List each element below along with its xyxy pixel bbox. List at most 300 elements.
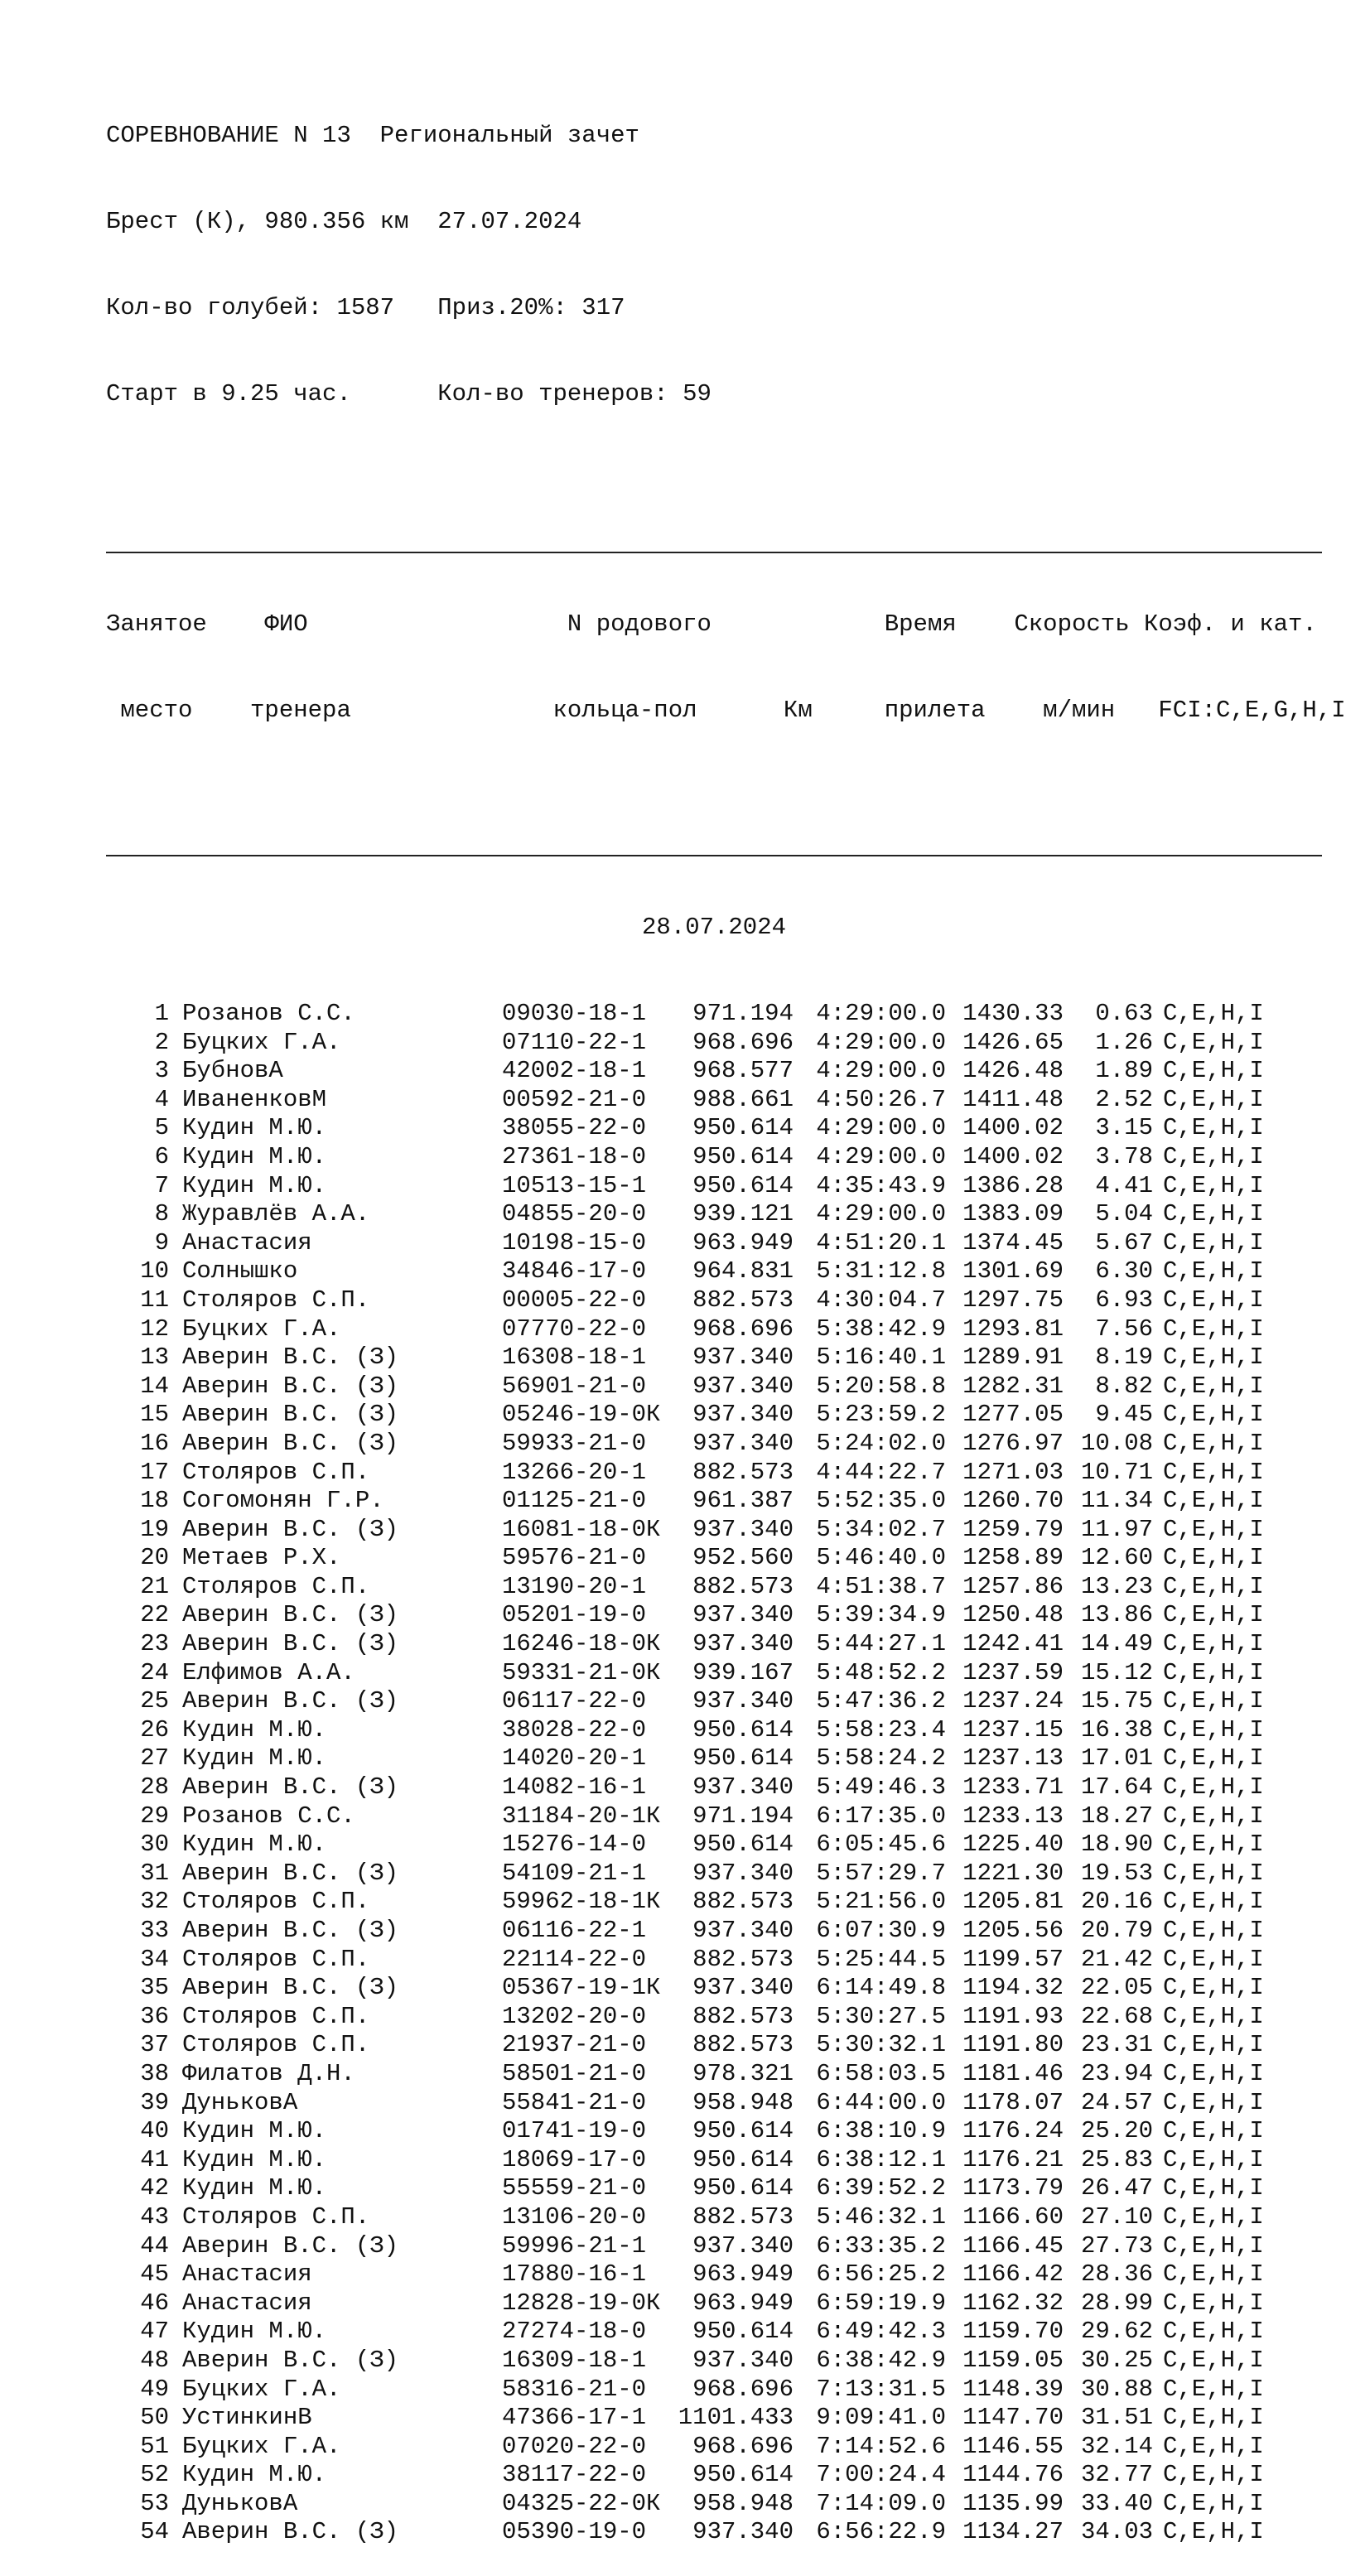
cell-name: ИваненковМ (182, 1085, 327, 1113)
cell-ring: 05246-19-0К (502, 1401, 661, 1429)
cell-km: 988.661 (692, 1085, 794, 1113)
cell-coef: 27.73 (1080, 2231, 1153, 2260)
cell-cat: C,E,H,I (1163, 1343, 1264, 1372)
cell-cat: C,E,H,I (1163, 2202, 1264, 2231)
cell-place: 48 (140, 2346, 169, 2374)
cell-km: 971.194 (692, 1802, 794, 1830)
table-row (106, 2518, 1346, 2547)
cell-speed: 1426.48 (962, 1057, 1064, 1085)
cell-cat: C,E,H,I (1163, 1515, 1264, 1543)
cell-time: 5:46:32.1 (816, 2202, 946, 2231)
cell-time: 5:49:46.3 (816, 1773, 946, 1802)
cell-ring: 06116-22-1 (502, 1917, 647, 1944)
table-row (106, 1601, 1346, 1630)
table-row (106, 2461, 1346, 2490)
table-row (106, 2174, 1346, 2203)
cell-ring: 07770-22-0 (502, 1315, 647, 1343)
cell-km: 937.340 (692, 1429, 794, 1457)
cell-name: Аверин В.С. (З) (182, 1630, 399, 1658)
cell-name: Кудин М.Ю. (182, 2117, 327, 2145)
cell-name: Буцких Г.А. (182, 1315, 341, 1343)
cell-place: 50 (140, 2404, 169, 2432)
cell-place: 51 (140, 2432, 169, 2460)
cell-time: 4:51:38.7 (816, 1572, 946, 1600)
cell-place: 14 (140, 1372, 169, 1400)
cell-speed: 1144.76 (962, 2461, 1064, 2489)
cell-coef: 12.60 (1080, 1544, 1153, 1572)
cell-name: ДуньковА (182, 2489, 298, 2517)
cell-cat: C,E,H,I (1163, 1057, 1264, 1085)
cell-coef: 11.97 (1080, 1515, 1153, 1543)
cell-km: 882.573 (692, 1888, 794, 1916)
cell-time: 6:05:45.6 (816, 1831, 946, 1859)
cell-cat: C,E,H,I (1163, 2404, 1264, 2432)
cell-ring: 05201-19-0 (502, 1601, 647, 1629)
cell-coef: 3.15 (1095, 1114, 1153, 1142)
table-row (106, 1744, 1346, 1773)
cell-time: 7:00:24.4 (816, 2461, 946, 2489)
cell-place: 21 (140, 1572, 169, 1600)
cell-time: 6:56:22.9 (816, 2518, 946, 2546)
table-row (106, 2376, 1346, 2405)
cell-speed: 1194.32 (962, 1974, 1064, 2002)
cell-place: 42 (140, 2174, 169, 2202)
table-row (106, 2203, 1346, 2232)
cell-name: Кудин М.Ю. (182, 2318, 327, 2346)
cell-km: 963.949 (692, 2289, 794, 2317)
table-row (106, 2490, 1346, 2519)
cell-ring: 38055-22-0 (502, 1114, 647, 1142)
cell-ring: 15276-14-0 (502, 1831, 647, 1859)
cell-name: УстинкинВ (182, 2404, 312, 2432)
cell-place: 8 (154, 1200, 169, 1228)
cell-ring: 04855-20-0 (502, 1200, 647, 1228)
table-row (106, 1630, 1346, 1659)
cell-time: 6:38:42.9 (816, 2346, 946, 2374)
cell-coef: 28.36 (1080, 2260, 1153, 2289)
cell-ring: 59331-21-0К (502, 1658, 661, 1686)
cell-ring: 34846-17-0 (502, 1257, 647, 1286)
cell-coef: 21.42 (1080, 1945, 1153, 1973)
cell-coef: 27.10 (1080, 2202, 1153, 2231)
arrival-date: 28.07.2024 (641, 914, 787, 942)
cell-ring: 22114-22-0 (502, 1945, 647, 1973)
cell-time: 6:58:03.5 (816, 2059, 946, 2087)
table-row (106, 2232, 1346, 2261)
cell-cat: C,E,H,I (1163, 2318, 1264, 2346)
cell-name: Розанов С.С. (182, 1000, 355, 1027)
table-row (106, 1029, 1346, 1058)
cell-name: Аверин В.С. (З) (182, 1687, 399, 1715)
cell-cat: C,E,H,I (1163, 2260, 1264, 2289)
cell-name: Буцких Г.А. (182, 2375, 341, 2403)
cell-cat: C,E,H,I (1163, 1401, 1264, 1429)
cell-coef: 13.23 (1080, 1572, 1153, 1600)
cell-speed: 1176.24 (962, 2117, 1064, 2145)
cell-ring: 12828-19-0К (502, 2289, 661, 2317)
cell-cat: C,E,H,I (1163, 1859, 1264, 1887)
cell-ring: 07020-22-0 (502, 2432, 647, 2460)
cell-km: 937.340 (692, 1401, 794, 1429)
cell-km: 964.831 (692, 1257, 794, 1286)
column-header-1: Занятое ФИО N родового Время Скорость Коэф. и кат. (106, 610, 1317, 639)
cell-speed: 1166.60 (962, 2202, 1064, 2231)
cell-place: 23 (140, 1630, 169, 1658)
cell-place: 45 (140, 2260, 169, 2289)
cell-coef: 26.47 (1080, 2174, 1153, 2202)
cell-place: 49 (140, 2375, 169, 2403)
cell-cat: C,E,H,I (1163, 1945, 1264, 1973)
table-row (106, 2289, 1346, 2318)
cell-speed: 1276.97 (962, 1429, 1064, 1457)
cell-coef: 3.78 (1095, 1142, 1153, 1170)
cell-time: 5:47:36.2 (816, 1687, 946, 1715)
cell-cat: C,E,H,I (1163, 1917, 1264, 1944)
cell-km: 882.573 (692, 2002, 794, 2030)
cell-speed: 1293.81 (962, 1315, 1064, 1343)
cell-ring: 09030-18-1 (502, 1000, 647, 1027)
cell-coef: 20.79 (1080, 1917, 1153, 1944)
cell-cat: C,E,H,I (1163, 1028, 1264, 1056)
table-row (106, 1200, 1346, 1229)
cell-place: 9 (154, 1228, 169, 1257)
cell-time: 5:58:23.4 (816, 1715, 946, 1744)
cell-cat: C,E,H,I (1163, 2375, 1264, 2403)
cell-place: 53 (140, 2489, 169, 2517)
table-row (106, 2404, 1346, 2433)
cell-place: 6 (154, 1142, 169, 1170)
cell-speed: 1301.69 (962, 1257, 1064, 1286)
cell-ring: 58316-21-0 (502, 2375, 647, 2403)
cell-time: 7:14:09.0 (816, 2489, 946, 2517)
cell-cat: C,E,H,I (1163, 1831, 1264, 1859)
cell-time: 6:56:25.2 (816, 2260, 946, 2289)
cell-coef: 2.52 (1095, 1085, 1153, 1113)
cell-place: 32 (140, 1888, 169, 1916)
cell-coef: 15.12 (1080, 1658, 1153, 1686)
cell-cat: C,E,H,I (1163, 2489, 1264, 2517)
cell-ring: 14020-20-1 (502, 1744, 647, 1773)
cell-place: 28 (140, 1773, 169, 1802)
cell-cat: C,E,H,I (1163, 2346, 1264, 2374)
cell-place: 11 (140, 1286, 169, 1314)
cell-speed: 1233.13 (962, 1802, 1064, 1830)
cell-name: Аверин В.С. (З) (182, 1515, 399, 1543)
cell-ring: 59996-21-1 (502, 2231, 647, 2260)
cell-place: 12 (140, 1315, 169, 1343)
cell-time: 4:35:43.9 (816, 1171, 946, 1199)
cell-ring: 01741-19-0 (502, 2117, 647, 2145)
cell-ring: 16309-18-1 (502, 2346, 647, 2374)
cell-place: 29 (140, 1802, 169, 1830)
cell-speed: 1258.89 (962, 1544, 1064, 1572)
cell-coef: 28.99 (1080, 2289, 1153, 2317)
cell-time: 6:39:52.2 (816, 2174, 946, 2202)
cell-time: 6:17:35.0 (816, 1802, 946, 1830)
cell-name: Кудин М.Ю. (182, 1171, 327, 1199)
cell-speed: 1400.02 (962, 1142, 1064, 1170)
cell-cat: C,E,H,I (1163, 2461, 1264, 2489)
cell-time: 5:44:27.1 (816, 1630, 946, 1658)
cell-km: 950.614 (692, 2117, 794, 2145)
cell-coef: 4.41 (1095, 1171, 1153, 1199)
cell-coef: 33.40 (1080, 2489, 1153, 2517)
cell-place: 38 (140, 2059, 169, 2087)
cell-place: 41 (140, 2145, 169, 2173)
table-row (106, 1544, 1346, 1573)
cell-time: 4:29:00.0 (816, 1028, 946, 1056)
cell-cat: C,E,H,I (1163, 1000, 1264, 1027)
cell-ring: 01125-21-0 (502, 1487, 647, 1515)
cell-ring: 47366-17-1 (502, 2404, 647, 2432)
cell-speed: 1191.93 (962, 2002, 1064, 2030)
cell-ring: 58501-21-0 (502, 2059, 647, 2087)
cell-speed: 1162.32 (962, 2289, 1064, 2317)
cell-ring: 59576-21-0 (502, 1544, 647, 1572)
cell-time: 4:29:00.0 (816, 1200, 946, 1228)
table-row (106, 1114, 1346, 1143)
cell-km: 950.614 (692, 2145, 794, 2173)
cell-name: Аверин В.С. (З) (182, 1917, 399, 1944)
cell-cat: C,E,H,I (1163, 1744, 1264, 1773)
cell-ring: 27274-18-0 (502, 2318, 647, 2346)
cell-place: 19 (140, 1515, 169, 1543)
table-row (106, 1459, 1346, 1488)
table-row (106, 2347, 1346, 2376)
table-row (106, 1000, 1346, 1029)
cell-speed: 1297.75 (962, 1286, 1064, 1314)
cell-name: Аверин В.С. (З) (182, 1429, 399, 1457)
cell-time: 5:25:44.5 (816, 1945, 946, 1973)
cell-cat: C,E,H,I (1163, 2031, 1264, 2059)
table-row (106, 1057, 1346, 1086)
cell-place: 5 (154, 1114, 169, 1142)
cell-place: 17 (140, 1458, 169, 1486)
cell-time: 5:30:32.1 (816, 2031, 946, 2059)
cell-place: 3 (154, 1057, 169, 1085)
cell-speed: 1173.79 (962, 2174, 1064, 2202)
cell-speed: 1225.40 (962, 1831, 1064, 1859)
cell-speed: 1237.15 (962, 1715, 1064, 1744)
cell-speed: 1205.56 (962, 1917, 1064, 1944)
cell-cat: C,E,H,I (1163, 1429, 1264, 1457)
cell-place: 47 (140, 2318, 169, 2346)
cell-ring: 55559-21-0 (502, 2174, 647, 2202)
divider-top (106, 552, 1322, 553)
cell-place: 27 (140, 1744, 169, 1773)
cell-coef: 16.38 (1080, 1715, 1153, 1744)
cell-speed: 1199.57 (962, 1945, 1064, 1973)
cell-coef: 14.49 (1080, 1630, 1153, 1658)
cell-km: 939.167 (692, 1658, 794, 1686)
cell-coef: 25.83 (1080, 2145, 1153, 2173)
cell-km: 937.340 (692, 1773, 794, 1802)
cell-cat: C,E,H,I (1163, 1974, 1264, 2002)
cell-speed: 1277.05 (962, 1401, 1064, 1429)
cell-coef: 15.75 (1080, 1687, 1153, 1715)
cell-coef: 1.89 (1095, 1057, 1153, 1085)
cell-ring: 56901-21-0 (502, 1372, 647, 1400)
cell-km: 950.614 (692, 1114, 794, 1142)
cell-coef: 18.27 (1080, 1802, 1153, 1830)
cell-km: 971.194 (692, 1000, 794, 1027)
cell-coef: 22.05 (1080, 1974, 1153, 2002)
cell-name: Согомонян Г.Р. (182, 1487, 384, 1515)
cell-speed: 1233.71 (962, 1773, 1064, 1802)
cell-place: 16 (140, 1429, 169, 1457)
cell-km: 968.696 (692, 2432, 794, 2460)
cell-km: 950.614 (692, 2461, 794, 2489)
cell-km: 1101.433 (678, 2404, 794, 2432)
cell-time: 6:14:49.8 (816, 1974, 946, 2002)
cell-speed: 1386.28 (962, 1171, 1064, 1199)
cell-km: 937.340 (692, 1974, 794, 2002)
cell-name: ДуньковА (182, 2088, 298, 2116)
cell-time: 4:29:00.0 (816, 1142, 946, 1170)
cell-time: 6:49:42.3 (816, 2318, 946, 2346)
cell-km: 882.573 (692, 2202, 794, 2231)
cell-ring: 16246-18-0К (502, 1630, 661, 1658)
cell-cat: C,E,H,I (1163, 2174, 1264, 2202)
cell-km: 968.696 (692, 2375, 794, 2403)
cell-time: 6:59:19.9 (816, 2289, 946, 2317)
cell-coef: 13.86 (1080, 1601, 1153, 1629)
cell-place: 37 (140, 2031, 169, 2059)
table-row (106, 2260, 1346, 2289)
cell-ring: 59962-18-1К (502, 1888, 661, 1916)
cell-cat: C,E,H,I (1163, 1630, 1264, 1658)
cell-speed: 1181.46 (962, 2059, 1064, 2087)
cell-speed: 1242.41 (962, 1630, 1064, 1658)
table-row (106, 1860, 1346, 1889)
cell-time: 5:20:58.8 (816, 1372, 946, 1400)
cell-cat: C,E,H,I (1163, 2231, 1264, 2260)
cell-time: 6:38:10.9 (816, 2117, 946, 2145)
cell-time: 5:30:27.5 (816, 2002, 946, 2030)
cell-cat: C,E,H,I (1163, 1773, 1264, 1802)
cell-coef: 18.90 (1080, 1831, 1153, 1859)
table-row (106, 2089, 1346, 2118)
cell-ring: 54109-21-1 (502, 1859, 647, 1887)
cell-name: Анастасия (182, 2260, 312, 2289)
cell-km: 968.696 (692, 1028, 794, 1056)
cell-km: 950.614 (692, 2174, 794, 2202)
cell-name: Столяров С.П. (182, 2202, 370, 2231)
cell-name: Столяров С.П. (182, 1286, 370, 1314)
cell-cat: C,E,H,I (1163, 2088, 1264, 2116)
cell-name: Кудин М.Ю. (182, 2145, 327, 2173)
cell-speed: 1383.09 (962, 1200, 1064, 1228)
cell-cat: C,E,H,I (1163, 1257, 1264, 1286)
cell-speed: 1259.79 (962, 1515, 1064, 1543)
cell-coef: 0.63 (1095, 1000, 1153, 1027)
table-row (106, 1143, 1346, 1172)
cell-km: 978.321 (692, 2059, 794, 2087)
cell-place: 34 (140, 1945, 169, 1973)
cell-coef: 24.57 (1080, 2088, 1153, 2116)
cell-km: 937.340 (692, 1372, 794, 1400)
table-row (106, 2003, 1346, 2032)
cell-speed: 1282.31 (962, 1372, 1064, 1400)
table-row (106, 2117, 1346, 2146)
cell-speed: 1271.03 (962, 1458, 1064, 1486)
cell-km: 950.614 (692, 1171, 794, 1199)
cell-cat: C,E,H,I (1163, 1114, 1264, 1142)
cell-ring: 05367-19-1К (502, 1974, 661, 2002)
cell-speed: 1237.24 (962, 1687, 1064, 1715)
cell-cat: C,E,H,I (1163, 2002, 1264, 2030)
cell-place: 26 (140, 1715, 169, 1744)
cell-name: Аверин В.С. (З) (182, 1974, 399, 2002)
cell-name: Кудин М.Ю. (182, 1114, 327, 1142)
cell-ring: 21937-21-0 (502, 2031, 647, 2059)
cell-place: 22 (140, 1601, 169, 1629)
cell-km: 937.340 (692, 2518, 794, 2546)
results-document (106, 65, 1346, 2576)
cell-coef: 10.08 (1080, 1429, 1153, 1457)
table-row (106, 1401, 1346, 1430)
table-row (106, 1716, 1346, 1745)
cell-speed: 1374.45 (962, 1228, 1064, 1257)
cell-speed: 1250.48 (962, 1601, 1064, 1629)
cell-km: 882.573 (692, 2031, 794, 2059)
cell-place: 20 (140, 1544, 169, 1572)
cell-time: 4:29:00.0 (816, 1000, 946, 1027)
cell-coef: 9.45 (1095, 1401, 1153, 1429)
table-row (106, 1172, 1346, 1201)
cell-speed: 1289.91 (962, 1343, 1064, 1372)
cell-km: 882.573 (692, 1286, 794, 1314)
cell-name: Столяров С.П. (182, 2002, 370, 2030)
table-row (106, 1372, 1346, 1401)
cell-cat: C,E,H,I (1163, 1315, 1264, 1343)
cell-speed: 1237.13 (962, 1744, 1064, 1773)
results-table (106, 1000, 1346, 2547)
cell-place: 46 (140, 2289, 169, 2317)
divider-bottom (106, 855, 1322, 856)
table-row (106, 1286, 1346, 1315)
cell-ring: 14082-16-1 (502, 1773, 647, 1802)
cell-ring: 16308-18-1 (502, 1343, 647, 1372)
cell-km: 937.340 (692, 2231, 794, 2260)
cell-coef: 17.64 (1080, 1773, 1153, 1802)
cell-speed: 1205.81 (962, 1888, 1064, 1916)
cell-cat: C,E,H,I (1163, 1572, 1264, 1600)
cell-time: 5:23:59.2 (816, 1401, 946, 1429)
cell-name: Аверин В.С. (З) (182, 2346, 399, 2374)
cell-place: 35 (140, 1974, 169, 2002)
cell-name: Столяров С.П. (182, 2031, 370, 2059)
cell-time: 5:58:24.2 (816, 1744, 946, 1773)
cell-name: Кудин М.Ю. (182, 1831, 327, 1859)
cell-name: Кудин М.Ю. (182, 1715, 327, 1744)
cell-ring: 38028-22-0 (502, 1715, 647, 1744)
cell-name: Столяров С.П. (182, 1572, 370, 1600)
cell-km: 950.614 (692, 1831, 794, 1859)
cell-coef: 32.77 (1080, 2461, 1153, 2489)
cell-name: Кудин М.Ю. (182, 1142, 327, 1170)
cell-time: 4:29:00.0 (816, 1114, 946, 1142)
cell-km: 961.387 (692, 1487, 794, 1515)
cell-coef: 34.03 (1080, 2518, 1153, 2546)
cell-time: 4:29:00.0 (816, 1057, 946, 1085)
cell-cat: C,E,H,I (1163, 2518, 1264, 2546)
cell-coef: 7.56 (1095, 1315, 1153, 1343)
cell-coef: 30.25 (1080, 2346, 1153, 2374)
cell-name: Анастасия (182, 2289, 312, 2317)
cell-time: 5:16:40.1 (816, 1343, 946, 1372)
cell-place: 10 (140, 1257, 169, 1286)
